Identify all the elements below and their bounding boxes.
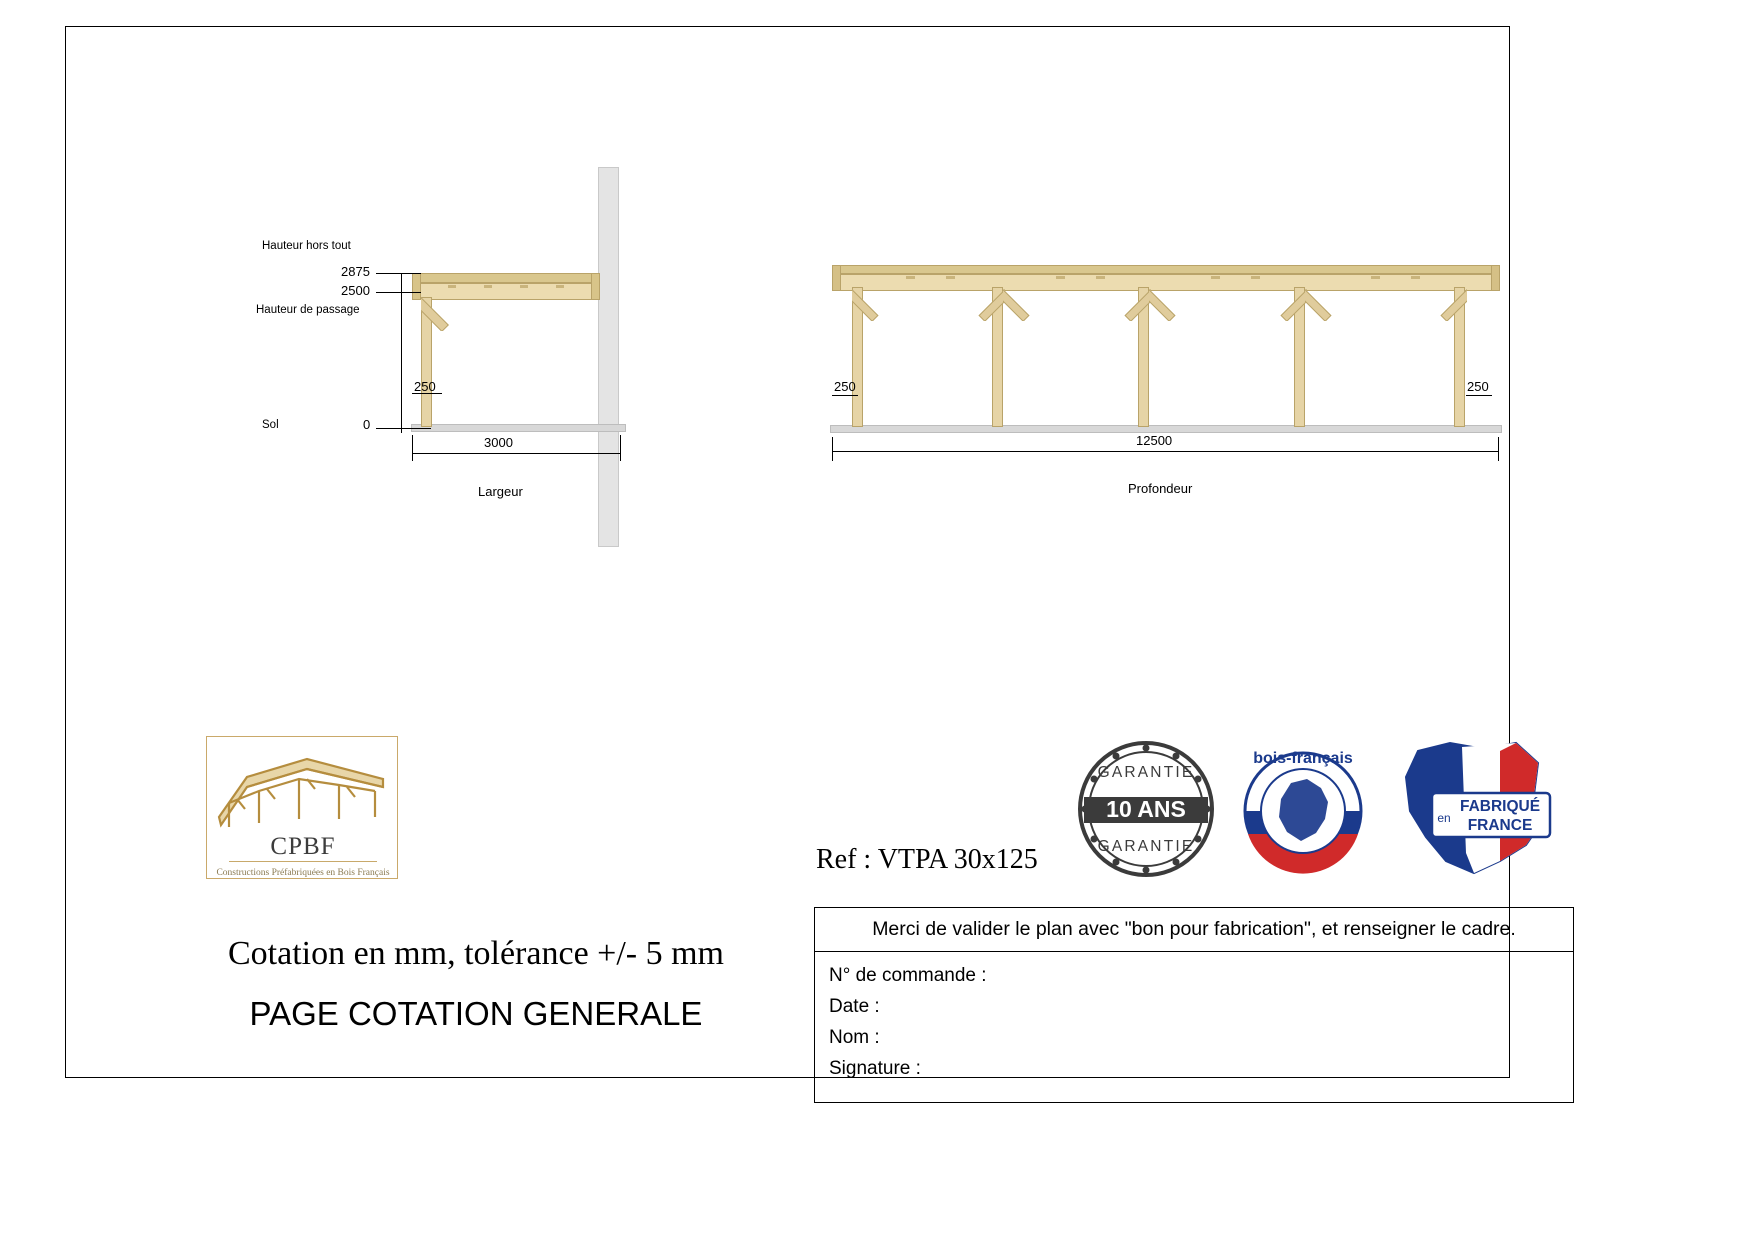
fabrique-en-france-badge	[1388, 733, 1563, 881]
badge-garantie-value: 10 ANS	[1106, 796, 1186, 822]
badge-garantie-top: GARANTIE	[1097, 764, 1195, 781]
ground-slab	[411, 424, 626, 432]
elevation-view-profondeur	[826, 237, 1546, 567]
beam-notch	[1251, 276, 1260, 279]
beam-notch	[1211, 276, 1220, 279]
beam-notch	[1096, 276, 1105, 279]
brace-diagonal	[421, 297, 455, 331]
beam-end-left	[832, 265, 841, 291]
logo-name: CPBF	[270, 833, 336, 860]
label-hauteur-hors-tout: Hauteur hors tout	[262, 240, 351, 252]
brace-diagonal	[1433, 287, 1467, 321]
validation-header: Merci de valider le plan avec "bon pour fabrication", et renseigner le cadre.	[815, 908, 1573, 952]
ground-slab	[830, 425, 1502, 433]
beam-notch	[484, 285, 492, 288]
beam-notch	[520, 285, 528, 288]
caption-profondeur: Profondeur	[1128, 481, 1193, 496]
label-sol: Sol	[262, 419, 279, 431]
beam-notch	[448, 285, 456, 288]
note-page-title: PAGE COTATION GENERALE	[249, 995, 703, 1032]
beam-notch	[556, 285, 564, 288]
brace-diagonal	[1003, 287, 1037, 321]
sheet-border	[65, 26, 1541, 1079]
dim-left-post: 250	[834, 379, 856, 394]
wall-vertical	[598, 167, 619, 547]
badge-garantie-bottom: GARANTIE	[1097, 838, 1195, 855]
field-date[interactable]: Date :	[829, 996, 880, 1017]
beam-notch	[1411, 276, 1420, 279]
elevation-view-largeur	[216, 147, 696, 567]
beam-notch	[1056, 276, 1065, 279]
garantie-10-ans-badge	[1076, 739, 1216, 879]
badge-france-line1: FABRIQUÉ	[1459, 798, 1541, 815]
caption-largeur: Largeur	[478, 484, 523, 499]
beam-notch	[906, 276, 915, 279]
brace-diagonal	[1149, 287, 1183, 321]
roof-purlin-top	[412, 273, 600, 283]
dim-hauteur-passage: 2500	[341, 283, 370, 298]
brace-diagonal	[1117, 287, 1151, 321]
beam-notch	[946, 276, 955, 279]
company-logo	[206, 736, 398, 879]
note-cotation: Cotation en mm, tolérance +/- 5 mm	[227, 935, 724, 972]
label-hauteur-de-passage: Hauteur de passage	[256, 304, 360, 316]
logo-divider	[229, 861, 377, 862]
roof-edge-left	[412, 273, 421, 300]
beam-end-right	[1491, 265, 1500, 291]
dim-profondeur: 12500	[1136, 433, 1173, 448]
bois-francais-badge	[1228, 739, 1378, 879]
dim-largeur: 3000	[484, 435, 513, 450]
dim-poteau-base: 250	[414, 379, 436, 394]
beam-notch	[1371, 276, 1380, 279]
brace-diagonal	[1273, 287, 1307, 321]
brace-diagonal	[852, 287, 886, 321]
dim-zero: 0	[363, 417, 371, 432]
field-nom[interactable]: Nom :	[829, 1027, 880, 1048]
field-signature[interactable]: Signature :	[829, 1058, 921, 1079]
carport-illustration-icon	[207, 739, 397, 834]
validation-frame	[814, 907, 1574, 1103]
brace-diagonal	[971, 287, 1005, 321]
reference-label: Ref : VTPA 30x125	[816, 844, 1038, 875]
field-numero-commande[interactable]: N° de commande :	[829, 965, 987, 986]
badge-france-line2: en	[1437, 811, 1451, 825]
dim-hauteur-hors-tout: 2875	[341, 264, 370, 279]
badge-bois-label: bois-français	[1253, 750, 1353, 767]
dim-right-post: 250	[1467, 379, 1489, 394]
roof-edge-right	[591, 273, 600, 300]
badge-france-line3: FRANCE	[1467, 817, 1533, 834]
roof-purlin-top	[832, 265, 1500, 274]
logo-tagline: Constructions Préfabriquées en Bois Français	[216, 868, 390, 878]
brace-diagonal	[1305, 287, 1339, 321]
